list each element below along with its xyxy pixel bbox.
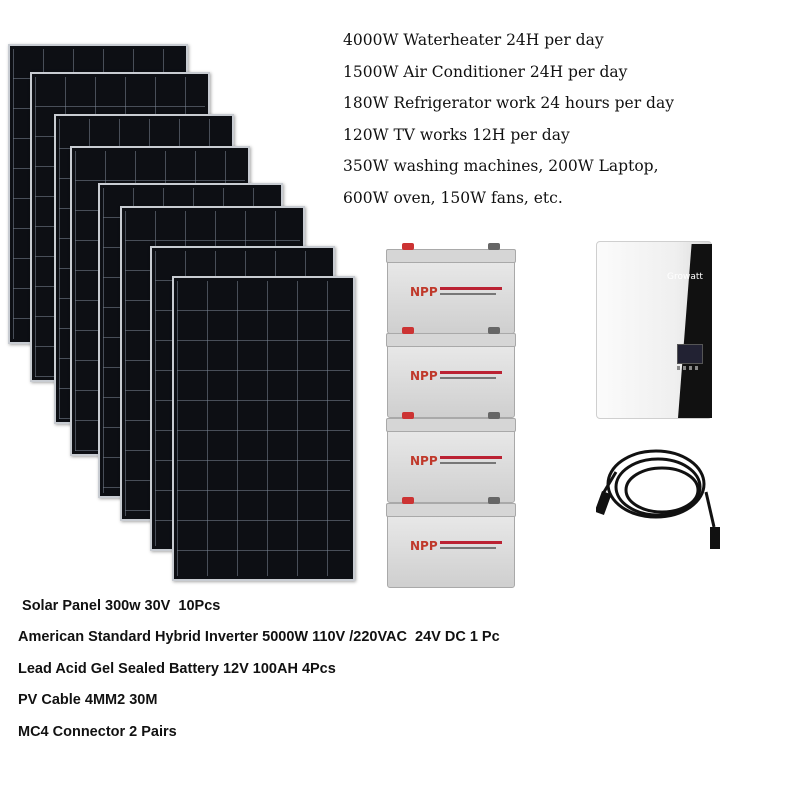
battery-brand-label: NPP [410,369,438,383]
product-line-mc4-connector: MC4 Connector 2 Pairs [18,723,177,740]
spec-line-oven: 600W oven, 150W fans, etc. [343,188,563,207]
product-line-pv-cable: PV Cable 4MM2 30M [18,692,158,709]
battery-image [387,512,515,588]
product-line-inverter: American Standard Hybrid Inverter 5000W 110V /220VAC 24V DC 1 Pc [18,629,500,646]
battery-image [387,258,515,334]
spec-line-air-conditioner: 1500W Air Conditioner 24H per day [343,62,628,81]
battery-brand-label: NPP [410,539,438,553]
battery-image [387,427,515,503]
solar-panel-stack-image [0,0,370,600]
inverter-display [677,344,703,364]
inverter-brand-label: Growatt [667,272,703,282]
spec-line-refrigerator: 180W Refrigerator work 24 hours per day [343,94,674,113]
pv-cable-image [596,432,726,552]
product-list [18,592,500,749]
spec-line-washing-machine: 350W washing machines, 200W Laptop, [343,157,659,176]
spec-line-water-heater: 4000W Waterheater 24H per day [343,31,604,49]
battery-brand-label: NPP [410,454,438,468]
solar-panel [172,276,355,581]
product-line-battery: Lead Acid Gel Sealed Battery 12V 100AH 4Pcs [18,660,336,677]
spec-line-tv: 120W TV works 12H per day [343,125,570,144]
battery-image [387,342,515,418]
hybrid-inverter-image [596,241,712,419]
product-line-solar-panel: Solar Panel 300w 30V 10Pcs [18,598,221,614]
load-spec-list [343,28,674,218]
battery-brand-label: NPP [410,285,438,299]
